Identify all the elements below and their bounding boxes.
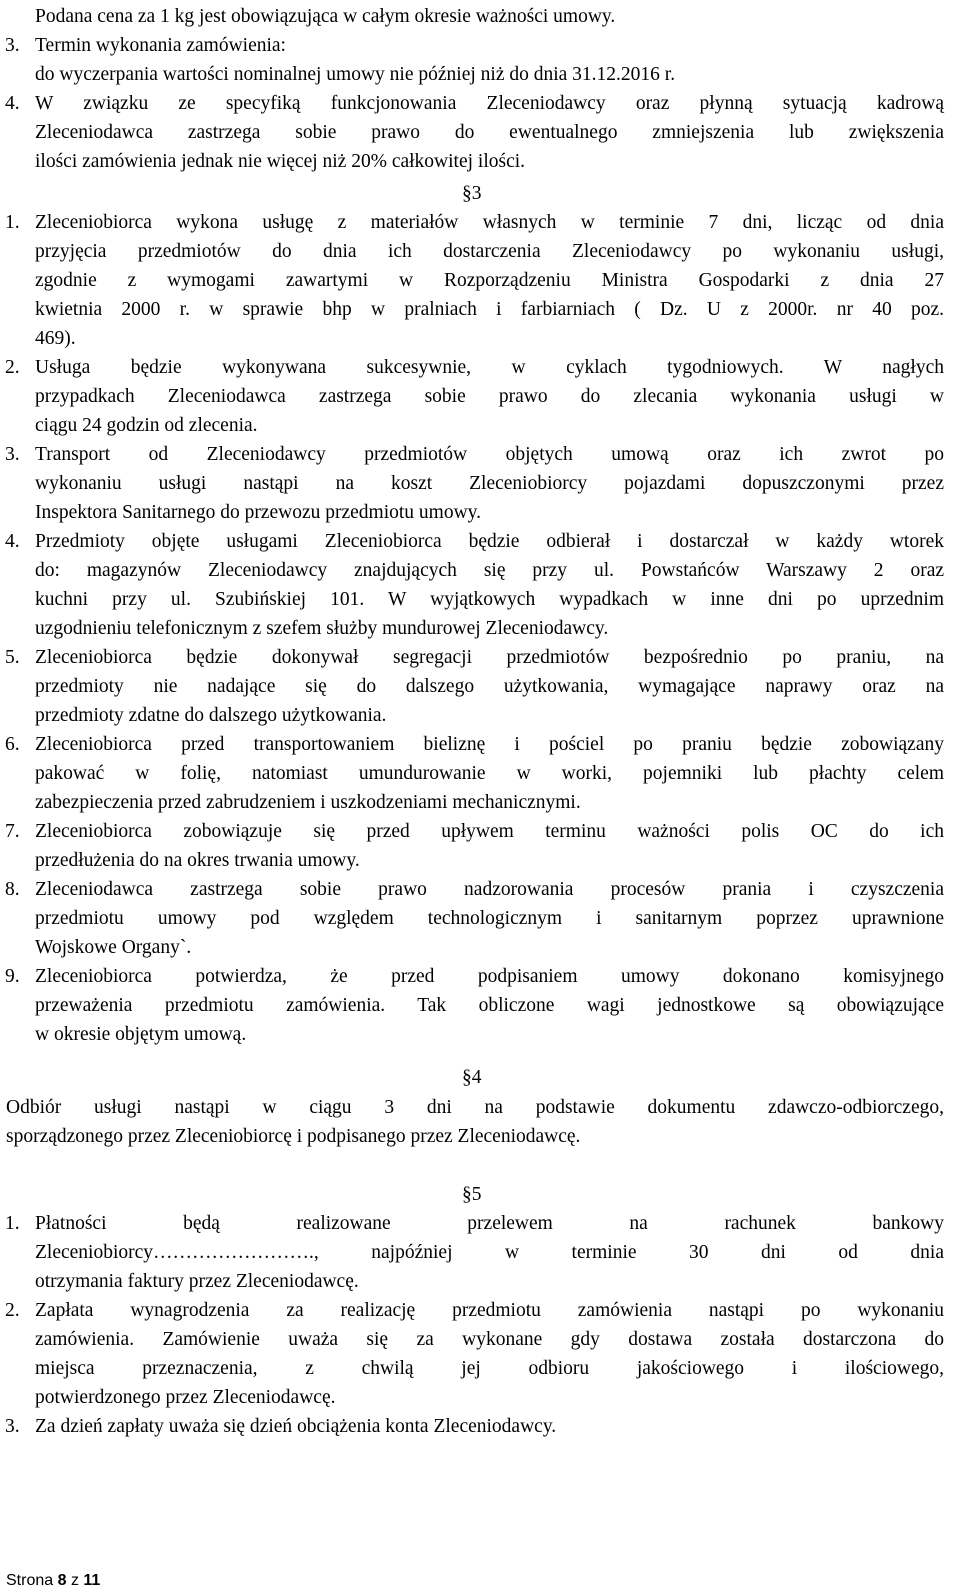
list-item-line (0, 1325, 960, 1354)
list-item-text: Zleceniobiorca wykona usługę z materiałów własnych w terminie 7 dni, licząc od dnia (35, 212, 944, 233)
list-item-text: do: magazynów Zleceniodawcy znajdujących się przy ul. Powstańców Warszawy 2 oraz (35, 560, 944, 581)
paragraph-line (0, 1093, 960, 1122)
text: W związku ze specyfiką funkcjonowania Zleceniodawcy oraz płynną sytuacją kadrową (35, 93, 944, 114)
list-number: 4. (5, 531, 20, 552)
text: Odbiór usługi nastąpi w ciągu 3 dni na podstawie dokumentu zdawczo-odbiorczego, (6, 1097, 944, 1118)
list-item-line (0, 933, 960, 962)
list-item-line (0, 353, 960, 382)
list-item-text: w okresie objętym umową. (35, 1024, 247, 1045)
list-item-text: Inspektora Sanitarnego do przewozu przedmiotu umowy. (35, 502, 482, 523)
list-item-line (0, 556, 960, 585)
list-item-line (0, 324, 960, 353)
list-item-line (0, 147, 960, 176)
list-number: 3. (5, 444, 20, 465)
page-footer (6, 1572, 100, 1590)
list-item-line (0, 904, 960, 933)
list-item-line (0, 1383, 960, 1412)
list-number: 6. (5, 734, 20, 755)
list-item-text: zabezpieczenia przed zabrudzeniem i uszkodzeniami mechanicznymi. (35, 792, 581, 813)
list-item-line (0, 382, 960, 411)
list-item-line (0, 527, 960, 556)
footer-total-pages: 11 (83, 1572, 101, 1589)
list-item-text: wykonaniu usługi nastąpi na koszt Zleceniobiorcy pojazdami dopuszczonymi przez (35, 473, 944, 494)
list-number: 4. (5, 93, 20, 114)
text: ilości zamówienia jednak nie więcej niż 20% całkowitej ilości. (35, 151, 526, 172)
list-item-line (0, 411, 960, 440)
list-item-text: Zleceniobiorcy……………………., najpóźniej w terminie 30 dni od dnia (35, 1242, 944, 1263)
text: Termin wykonania zamówienia: (35, 35, 286, 56)
list-item-line (0, 266, 960, 295)
list-item-line (0, 1296, 960, 1325)
list-item-text: przedłużenia do na okres trwania umowy. (35, 850, 360, 871)
list-item-text: potwierdzonego przez Zleceniodawcę. (35, 1387, 336, 1408)
list-item-line (0, 89, 960, 118)
list-item-text: zgodnie z wymogami zawartymi w Rozporządzeniu Ministra Gospodarki z dnia 27 (35, 270, 944, 291)
list-item-line (0, 991, 960, 1020)
text: do wyczerpania wartości nominalnej umowy nie później niż do dnia 31.12.2016 r. (35, 64, 676, 85)
list-item-line (0, 1209, 960, 1238)
list-number: 3. (5, 1416, 20, 1437)
list-item-line (0, 788, 960, 817)
list-item-text: Za dzień zapłaty uważa się dzień obciążenia konta Zleceniodawcy. (35, 1416, 557, 1437)
paragraph-line (0, 2, 960, 31)
list-number: 9. (5, 966, 20, 987)
list-item-line (0, 585, 960, 614)
list-item-line (0, 237, 960, 266)
list-number: 1. (5, 1213, 20, 1234)
list-item-text: kuchni przy ul. Szubińskiej 101. W wyjątkowych wypadkach w inne dni po uprzednim (35, 589, 944, 610)
list-item-text: Zleceniodawca zastrzega sobie prawo nadzorowania procesów prania i czyszczenia (35, 879, 944, 900)
list-item-text: Zleceniobiorca będzie dokonywał segregacji przedmiotów bezpośrednio po praniu, na (35, 647, 944, 668)
list-item-line (0, 118, 960, 147)
list-item-line (0, 817, 960, 846)
text: Zleceniodawca zastrzega sobie prawo do ewentualnego zmniejszenia lub zwiększenia (35, 122, 944, 143)
list-number: 5. (5, 647, 20, 668)
list-item-line (0, 1412, 960, 1441)
list-number: 3. (5, 35, 20, 56)
list-item-line (0, 60, 960, 89)
list-item-text: pakować w folię, natomiast umundurowanie w worki, pojemniki lub płachty celem (35, 763, 944, 784)
list-item-text: uzgodnieniu telefonicznym z szefem służby mundurowej Zleceniodawcy. (35, 618, 609, 639)
list-item-text: przypadkach Zleceniodawca zastrzega sobie prawo do zlecania wykonania usługi w (35, 386, 944, 407)
paragraph-line (0, 1122, 960, 1151)
list-item-line (0, 1020, 960, 1049)
list-item-text: 469). (35, 328, 76, 349)
footer-of: z (70, 1572, 79, 1589)
list-item-line (0, 614, 960, 643)
list-number: 7. (5, 821, 20, 842)
list-item-line (0, 1354, 960, 1383)
list-item-line (0, 643, 960, 672)
list-item-text: przyjęcia przedmiotów do dnia ich dostarczenia Zleceniodawcy po wykonaniu usługi, (35, 241, 944, 262)
list-item-line (0, 208, 960, 237)
list-item-text: przeważenia przedmiotu zamówienia. Tak obliczone wagi jednostkowe są obowiązujące (35, 995, 944, 1016)
text: Podana cena za 1 kg jest obowiązująca w całym okresie ważności umowy. (35, 6, 616, 27)
list-item-text: przedmiotu umowy pod względem technologicznym i sanitarnym poprzez uprawnione (35, 908, 944, 929)
section-heading: §5 (462, 1184, 482, 1205)
list-item-text: Zleceniobiorca potwierdza, że przed podpisaniem umowy dokonano komisyjnego (35, 966, 944, 987)
list-item-line (0, 31, 960, 60)
list-item-text: Przedmioty objęte usługami Zleceniobiorca będzie odbierał i dostarczał w każdy wtorek (35, 531, 944, 552)
list-item-text: Wojskowe Organy`. (35, 937, 192, 958)
footer-label: Strona (6, 1572, 54, 1589)
list-item-text: otrzymania faktury przez Zleceniodawcę. (35, 1271, 359, 1292)
list-item-text: Transport od Zleceniodawcy przedmiotów objętych umową oraz ich zwrot po (35, 444, 944, 465)
list-item-line (0, 759, 960, 788)
list-item-line (0, 498, 960, 527)
list-number: 1. (5, 212, 20, 233)
list-item-line (0, 962, 960, 991)
list-item-text: miejsca przeznaczenia, z chwilą jej odbioru jakościowego i ilościowego, (35, 1358, 944, 1379)
list-item-text: kwietnia 2000 r. w sprawie bhp w pralniach i farbiarniach ( Dz. U z 2000r. nr 40 poz. (35, 299, 944, 320)
list-number: 2. (5, 1300, 20, 1321)
list-item-text: przedmioty nie nadające się do dalszego użytkowania, wymagające naprawy oraz na (35, 676, 944, 697)
list-item-line (0, 730, 960, 759)
list-item-text: Usługa będzie wykonywana sukcesywnie, w cyklach tygodniowych. W nagłych (35, 357, 944, 378)
text: sporządzonego przez Zleceniobiorcę i podpisanego przez Zleceniodawcę. (6, 1126, 581, 1147)
list-item-line (0, 1238, 960, 1267)
list-item-line (0, 701, 960, 730)
list-number: 2. (5, 357, 20, 378)
list-item-text: Zapłata wynagrodzenia za realizację przedmiotu zamówienia nastąpi po wykonaniu (35, 1300, 944, 1321)
list-item-line (0, 846, 960, 875)
list-item-text: zamówienia. Zamówienie uważa się za wykonane gdy dostawa została dostarczona do (35, 1329, 944, 1350)
list-item-line (0, 672, 960, 701)
list-number: 8. (5, 879, 20, 900)
list-item-line (0, 875, 960, 904)
list-item-line (0, 295, 960, 324)
list-item-line (0, 469, 960, 498)
list-item-text: przedmioty zdatne do dalszego użytkowania. (35, 705, 387, 726)
list-item-text: Zleceniobiorca przed transportowaniem bieliznę i pościel po praniu będzie zobowiązany (35, 734, 944, 755)
list-item-text: ciągu 24 godzin od zlecenia. (35, 415, 258, 436)
section-heading: §3 (462, 183, 482, 204)
list-item-line (0, 1267, 960, 1296)
section-heading: §4 (462, 1067, 482, 1088)
list-item-line (0, 440, 960, 469)
footer-page-number: 8 (57, 1572, 67, 1589)
list-item-text: Zleceniobiorca zobowiązuje się przed upływem terminu ważności polis OC do ich (35, 821, 944, 842)
list-item-text: Płatności będą realizowane przelewem na rachunek bankowy (35, 1213, 944, 1234)
